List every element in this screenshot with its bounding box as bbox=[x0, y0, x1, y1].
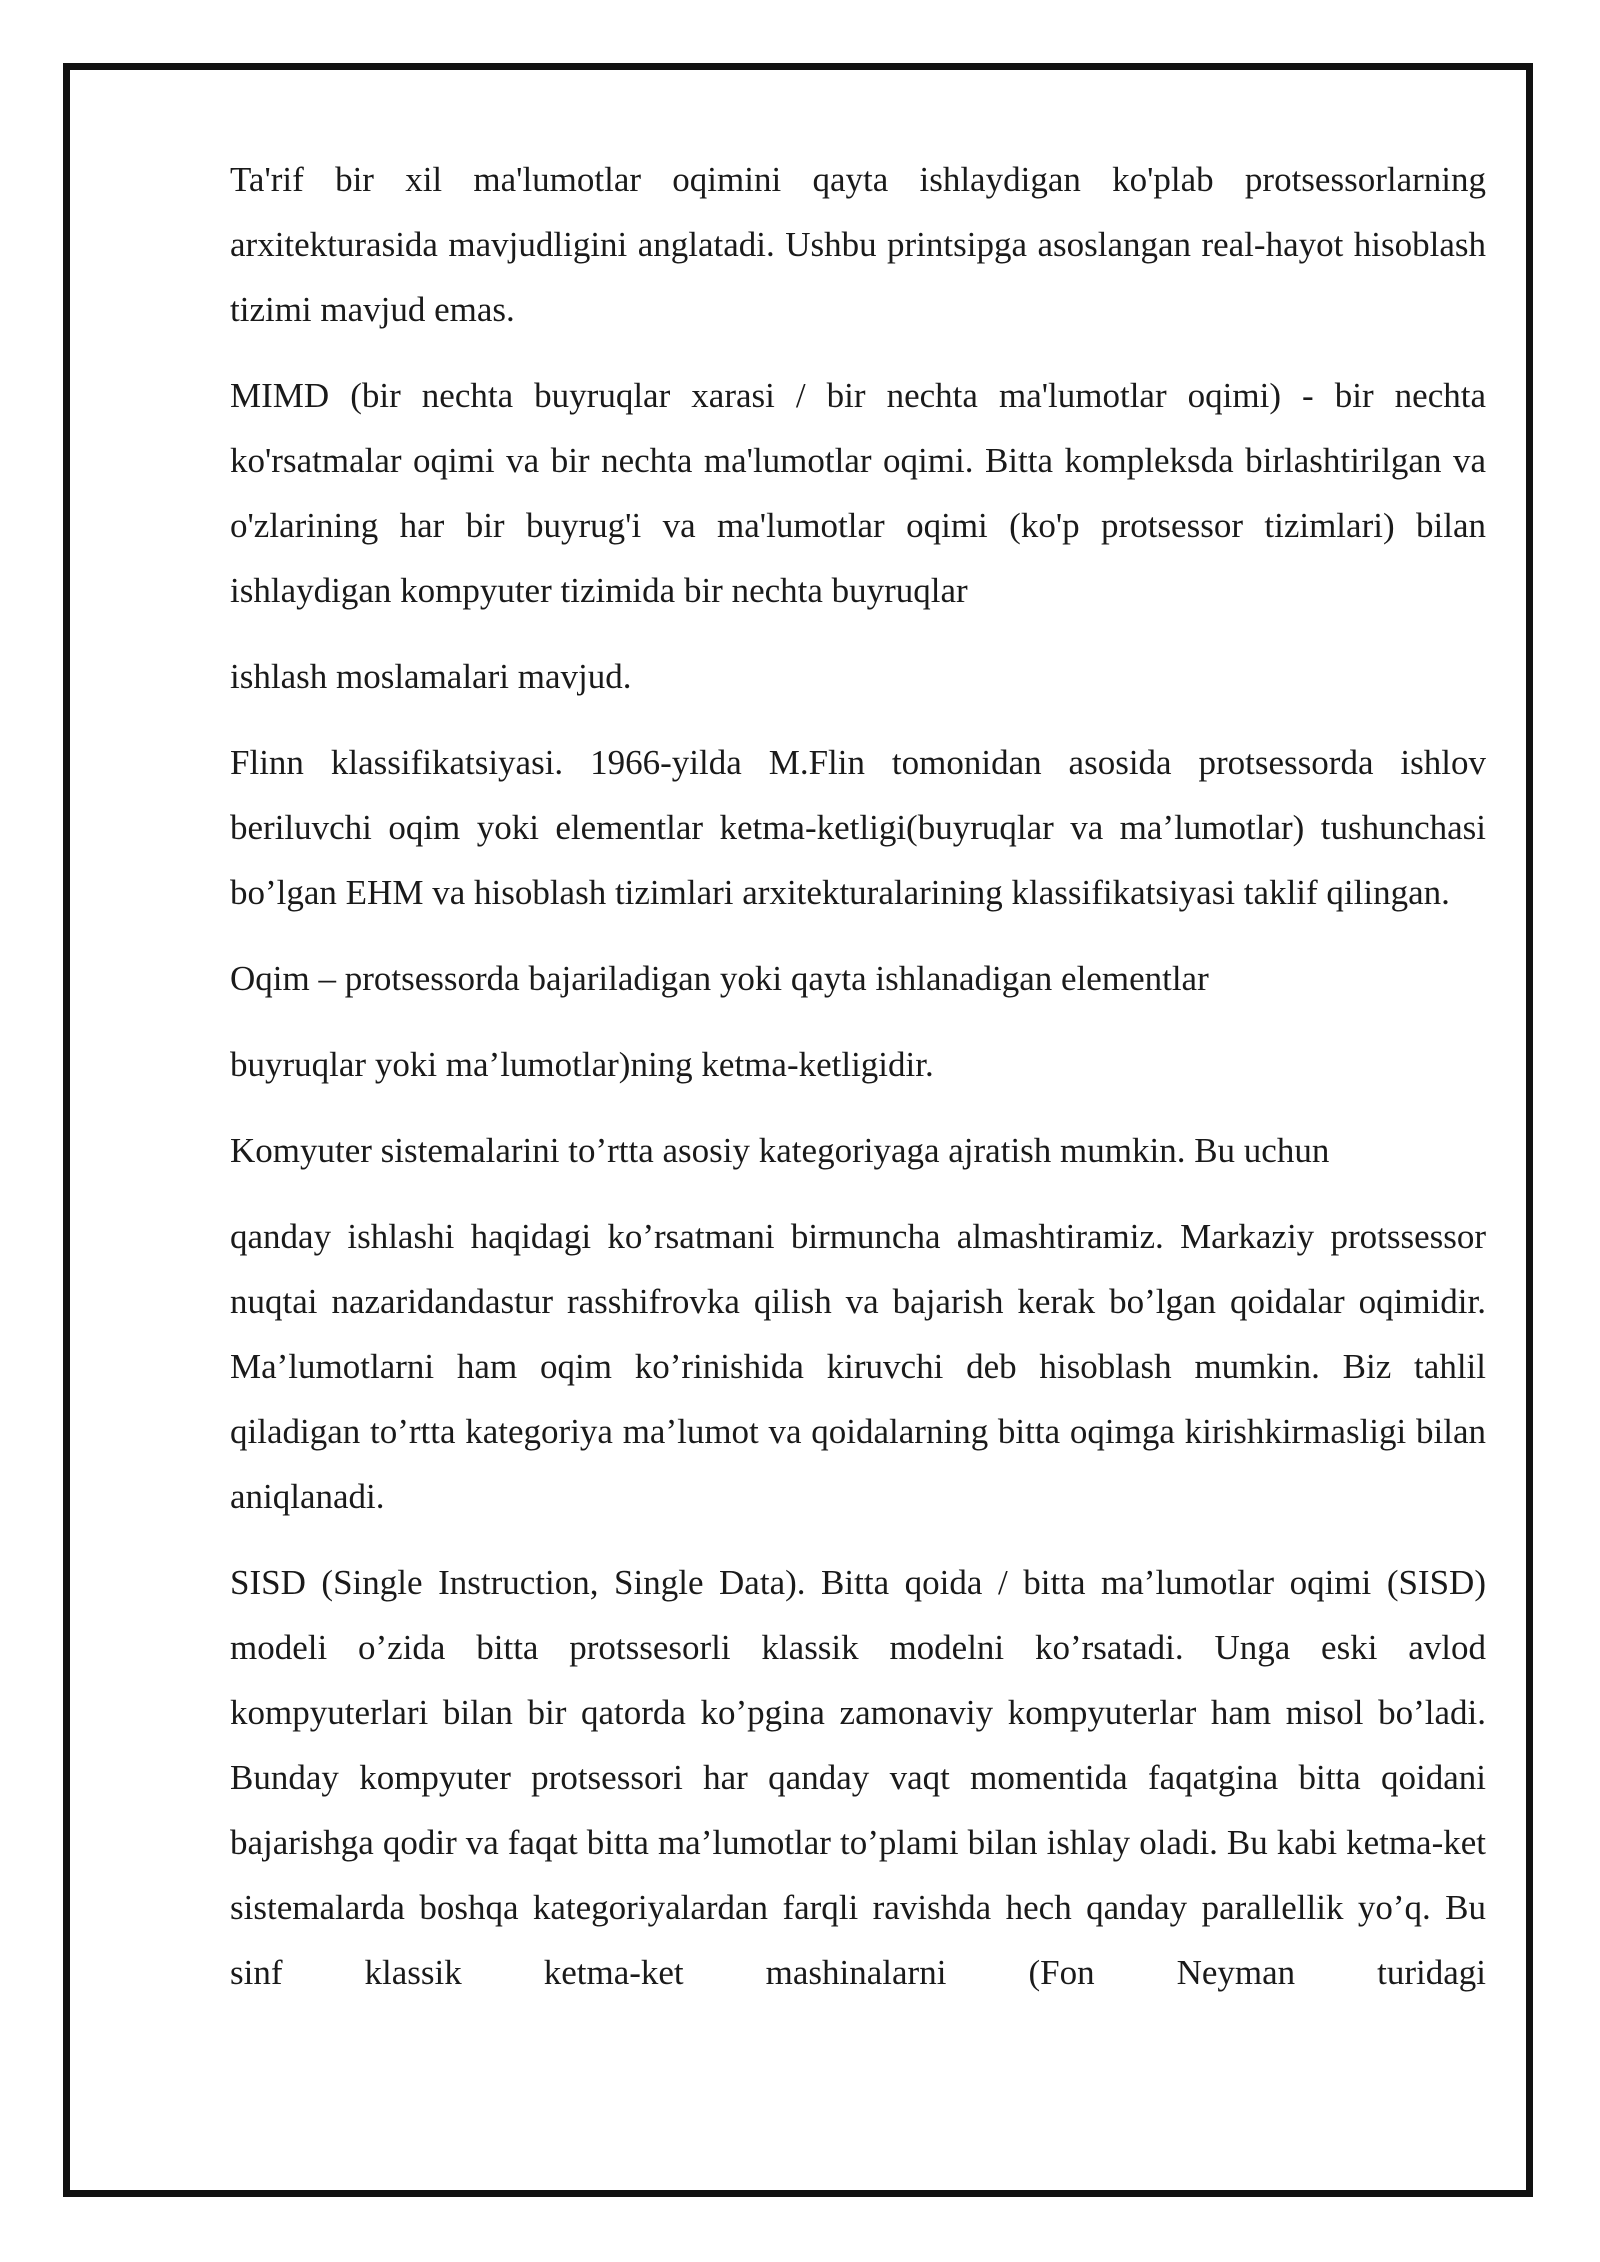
paragraph: ishlash moslamalari mavjud. bbox=[230, 657, 632, 696]
paragraph: Flinn klassifikatsiyasi. 1966-yilda M.Flin tomonidan asosida protsessorda ishlov beriluvchi oqim yoki elementlar ketma-ketligi(buyruqlar va ma’lumotlar) tushunchasi bo’lgan EHM va hisoblash tizimlari arxitekturalarining klassifikatsiyasi taklif qilingan. bbox=[230, 743, 1486, 912]
paragraph: SISD (Single Instruction, Single Data). Bitta qoida / bitta ma’lumotlar oqimi (SISD) modeli o’zida bitta protssesorli klassik modelni ko’rsatadi. Unga eski avlod kompyuterlari bilan bir qatorda ko’pgina zamonaviy kompyuterlar ham misol bo’ladi. Bunday kompyuter protsessori har qanday vaqt momentida faqatgina bitta qoidani bajarishga qodir va faqat bitta ma’lumotlar to’plami bilan ishlay oladi. Bu kabi ketma-ket sistemalarda boshqa kategoriyalardan farqli ravishda hech qanday parallellik yo’q. Bu sinf klassik ketma-ket mashinalarni (Fon Neyman turidagi bbox=[230, 1563, 1486, 1992]
paragraph: buyruqlar yoki ma’lumotlar)ning ketma-ketligidir. bbox=[230, 1045, 934, 1084]
paragraph: Ta'rif bir xil ma'lumotlar oqimini qayta ishlaydigan ko'plab protsessorlarning arxitekturasida mavjudligini anglatadi. Ushbu printsipga asoslangan real-hayot hisoblash tizimi mavjud emas. bbox=[230, 160, 1486, 329]
paragraph: MIMD (bir nechta buyruqlar xarasi / bir nechta ma'lumotlar oqimi) - bir nechta ko'rsatmalar oqimi va bir nechta ma'lumotlar oqimi. Bitta kompleksda birlashtirilgan va o'zlarining har bir buyrug'i va ma'lumotlar oqimi (ko'p protsessor tizimlari) bilan ishlaydigan kompyuter tizimida bir nechta buyruqlar bbox=[230, 376, 1486, 610]
document-body bbox=[230, 147, 1486, 2026]
paragraph: Komyuter sistemalarini to’rtta asosiy kategoriyaga ajratish mumkin. Bu uchun bbox=[230, 1131, 1330, 1170]
paragraph: Oqim – protsessorda bajariladigan yoki qayta ishlanadigan elementlar bbox=[230, 959, 1209, 998]
paragraph: qanday ishlashi haqidagi ko’rsatmani birmuncha almashtiramiz. Markaziy protssessor nuqtai nazaridandastur rasshifrovka qilish va bajarish kerak bo’lgan qoidalar oqimidir. Ma’lumotlarni ham oqim ko’rinishida kiruvchi deb hisoblash mumkin. Biz tahlil qiladigan to’rtta kategoriya ma’lumot va qoidalarning bitta oqimga kirishkirmasligi bilan aniqlanadi. bbox=[230, 1217, 1486, 1516]
